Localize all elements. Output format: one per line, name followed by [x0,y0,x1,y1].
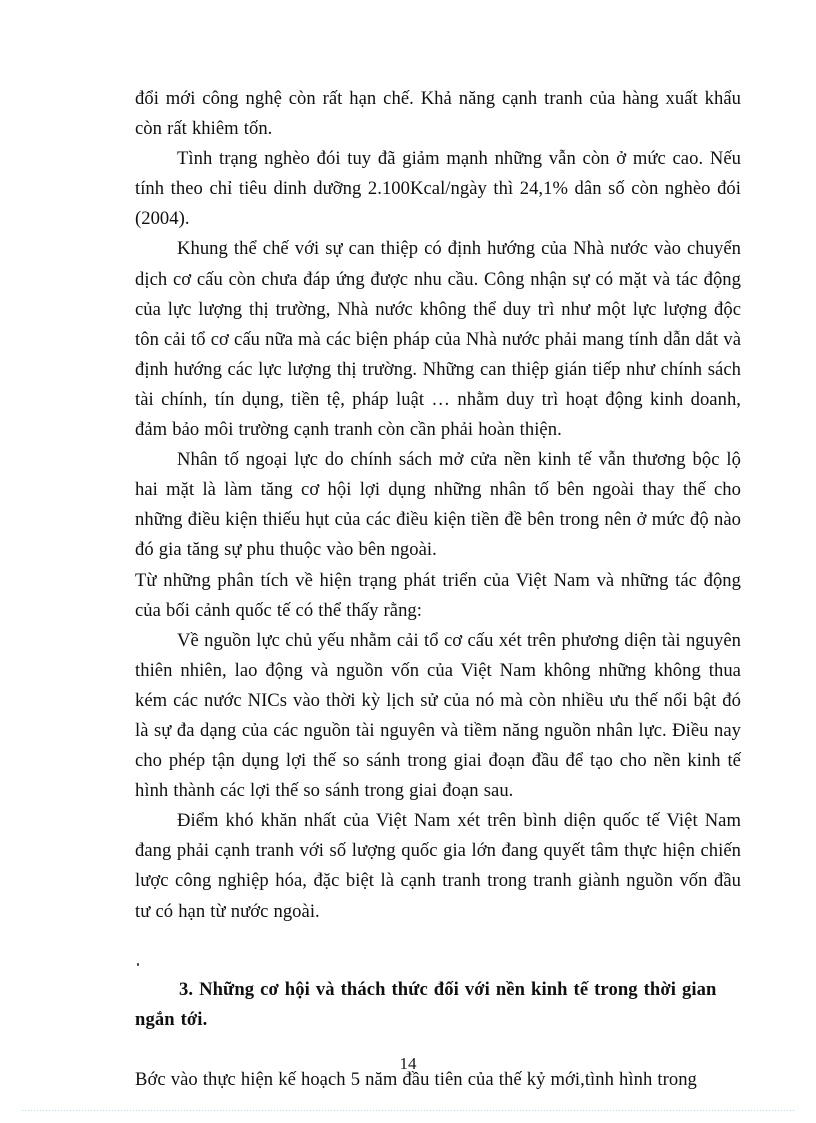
section-heading-3: 3. Những cơ hội và thách thức đối với nền kinh tế trong thời gian ngắn tới. [135,978,717,1030]
paragraph-continuation: đổi mới công nghệ còn rất hạn chế. Khả năng cạnh tranh của hàng xuất khẩu còn rất khiêm tốn. [135,88,741,140]
paragraph-poverty-status: Tình trạng nghèo đói tuy đã giảm mạnh những vẫn còn ở mức cao. Nếu tính theo chỉ tiêu dinh dưỡng 2.100Kcal/ngày thì 24,1% dân số còn nghèo đói (2004). [135,148,741,230]
paragraph-analysis-summary: Từ những phân tích về hiện trạng phát triển của Việt Nam và những tác động của bối cảnh quốc tế có thể thấy rằng: [135,569,741,621]
heading-spacer [135,927,741,975]
paragraph-difficulties: Điểm khó khăn nhất của Việt Nam xét trên bình diện quốc tế Việt Nam đang phải cạnh tranh với số lượng quốc gia lớn đang quyết tâm thực hiện chiến lược công nghiệp hóa, đặc biệt là cạnh tranh trong tranh giành nguồn vốn đầu tư có hạn từ nước ngoài. [135,810,741,922]
page-number: 14 [399,1054,417,1073]
paragraph-resources: Về nguồn lực chủ yếu nhằm cải tổ cơ cấu xét trên phương diện tài nguyên thiên nhiên, lao động và nguồn vốn của Việt Nam không những không thua kém các nước NICs vào thời kỳ lịch sử của nó mà còn nhiều ưu thế nổi bật đó là sự đa dạng của các nguồn tài nguyên và tiềm năng nguồn nhân lực. Điều nay cho phép tận dụng lợi thế so sánh trong giai đoạn đầu để tạo cho nền kinh tế hình thành các lợi thế so sánh trong giai đoạn sau. [135,629,741,802]
paragraph-closing: Bớc vào thực hiện kế hoạch 5 năm đầu tiên của thế kỷ mới,tình hình trong [135,1068,697,1090]
scan-edge-artifact-line [22,1110,794,1111]
scan-speck-artifact [137,963,139,966]
paragraph-external-factors: Nhân tố ngoại lực do chính sách mở cửa nền kinh tế vẫn thương bộc lộ hai mặt là làm tăng cơ hội lợi dụng những nhân tố bên ngoài thay thế cho những điều kiện thiếu hụt của các điều kiện tiền đề bên trong nên ở mức độ nào đó gia tăng sự phu thuộc vào bên ngoài. [135,449,741,561]
page-text-body [135,84,741,1095]
paragraph-institutional-framework: Khung thể chế với sự can thiệp có định hướng của Nhà nước vào chuyển dịch cơ cấu còn chưa đáp ứng được nhu cầu. Công nhận sự có mặt và tác động của lực lượng thị trường, Nhà nước không thể duy trì như một lực lượng độc tôn cải tổ cơ cấu nữa mà các biện pháp của Nhà nước phải mang tính dẫn dắt và định hướng các lực lượng thị trường. Những can thiệp gián tiếp như chính sách tài chính, tín dụng, tiền tệ, pháp luật … nhằm duy trì hoạt động kinh doanh, đảm bảo môi trường cạnh tranh còn cần phải hoàn thiện. [135,238,741,441]
